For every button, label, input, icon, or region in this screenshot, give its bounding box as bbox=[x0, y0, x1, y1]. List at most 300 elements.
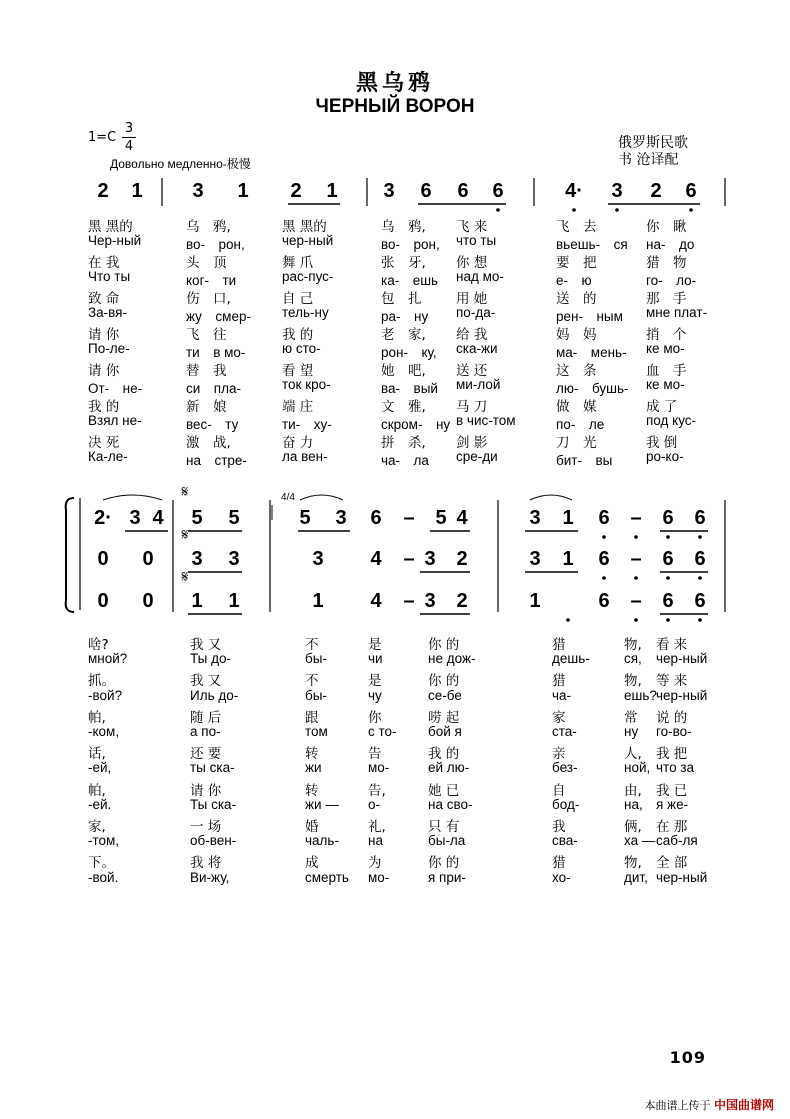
lyric1-line-4-word-1: 伤 口, bbox=[186, 291, 231, 307]
lyric1-line-11-word-1: вес- ту bbox=[186, 417, 239, 432]
lyric1-line-13-word-3: ча- ла bbox=[381, 453, 429, 468]
note-s1-8: 6 bbox=[457, 180, 469, 202]
lyric1-line-3-word-0: Что ты bbox=[88, 269, 131, 284]
lyric2-line-10-word-3: 礼, bbox=[368, 819, 386, 835]
lyric2-line-4-word-2: 跟 bbox=[305, 709, 319, 726]
note-v1-6: 3 bbox=[335, 507, 347, 529]
octave-dot-s2-3 bbox=[698, 535, 702, 539]
lyric1-line-0-word-3: 乌 鸦, bbox=[381, 219, 426, 235]
lyric1-line-9-word-3: ва- вый bbox=[381, 381, 438, 396]
lyric1-line-3-word-2: рас-пус- bbox=[282, 269, 334, 284]
lyric2-line-8-word-4: 她 已 bbox=[428, 782, 460, 799]
lyric1-line-12-word-4: 剑 影 bbox=[456, 435, 488, 451]
lyric2-line-10-word-0: 家, bbox=[88, 819, 106, 835]
lyric1-line-9-word-5: лю- бушь- bbox=[556, 381, 629, 396]
octave-dot-s2-1 bbox=[634, 535, 638, 539]
note-v1-5: 5 bbox=[299, 507, 311, 529]
lyric1-line-13-word-4: сре-ди bbox=[456, 449, 498, 464]
lyric1-line-11-word-3: скром- ну bbox=[381, 417, 451, 432]
note-v2-4: 3 bbox=[312, 548, 324, 570]
footer-text: 本曲谱上传于 bbox=[644, 1099, 711, 1112]
lyric2-line-12-word-2: 成 bbox=[305, 855, 319, 872]
lyric2-line-11-word-7: саб-ля bbox=[656, 833, 698, 849]
lyric2-line-9-word-7: я же- bbox=[656, 796, 689, 812]
lyric1-line-5-word-2: тель-ну bbox=[282, 305, 329, 320]
lyric1-line-9-word-2: ток кро- bbox=[282, 377, 331, 392]
lyric1-line-12-word-3: 拼 杀, bbox=[381, 435, 426, 451]
segno-1: 𝄋 bbox=[181, 482, 189, 501]
lyric1-line-5-word-3: ра- ну bbox=[381, 309, 429, 324]
lyric1-line-4-word-5: 送 的 bbox=[556, 291, 597, 307]
lyric2-line-3-word-0: -вой? bbox=[88, 687, 123, 703]
lyric1-line-3-word-3: ка- ешь bbox=[381, 273, 439, 288]
lyric2-line-13-word-6: дит, bbox=[624, 869, 648, 885]
lyric2-line-8-word-6: 由, bbox=[624, 782, 642, 799]
lyric1-line-7-word-2: ю сто- bbox=[282, 341, 321, 356]
note-v1-13: 6 bbox=[598, 507, 610, 529]
lyric1-line-6-word-3: 老 家, bbox=[381, 327, 426, 343]
lyric1-line-2-word-4: 你 想 bbox=[456, 255, 488, 271]
octave-dot-s2-7 bbox=[698, 576, 702, 580]
lyric2-line-5-word-0: -ком, bbox=[88, 724, 120, 739]
octave-dot-s2-11 bbox=[698, 618, 702, 622]
lyric2-line-0-word-6: 物, bbox=[624, 637, 642, 653]
note-s1-6: 3 bbox=[383, 180, 395, 202]
song-title-chinese: 黑乌鸦 bbox=[355, 71, 434, 96]
footer-brand: 中国曲谱网 bbox=[713, 1098, 774, 1112]
lyric2-line-6-word-0: 话, bbox=[88, 746, 106, 763]
lyric2-line-0-word-7: 看 来 bbox=[656, 637, 688, 653]
lyric1-line-7-word-1: ти в мо- bbox=[186, 345, 246, 360]
lyric1-line-11-word-0: Взял не- bbox=[88, 413, 142, 428]
note-v2-14: 6 bbox=[694, 548, 706, 570]
note-v1-0: 2· bbox=[94, 507, 112, 529]
lyric1-line-11-word-2: ти- ху- bbox=[282, 417, 332, 432]
lyric2-line-1-word-2: бы- bbox=[305, 651, 327, 667]
lyric2-line-12-word-4: 你 的 bbox=[428, 855, 460, 872]
lyric1-line-9-word-4: ми-лой bbox=[456, 377, 501, 392]
lyric2-line-6-word-2: 转 bbox=[305, 746, 319, 763]
lyric1-line-13-word-6: ро-ко- bbox=[646, 449, 684, 464]
slur-1 bbox=[103, 495, 162, 500]
note-v1-2: 4 bbox=[152, 507, 164, 529]
lyric2-line-0-word-1: 我 又 bbox=[190, 637, 222, 653]
lyric2-line-4-word-3: 你 bbox=[368, 709, 382, 726]
slur-2 bbox=[300, 495, 343, 500]
lyric1-line-10-word-0: 我 的 bbox=[88, 399, 120, 415]
note-v2-3: 3 bbox=[228, 548, 240, 570]
lyric1-line-6-word-2: 我 的 bbox=[282, 327, 314, 343]
lyric2-line-8-word-7: 我 已 bbox=[656, 782, 688, 799]
lyric1-line-7-word-6: ке мо- bbox=[646, 341, 685, 356]
lyric2-line-9-word-0: -ей. bbox=[88, 796, 112, 812]
note-v3-2: 1 bbox=[191, 590, 203, 612]
octave-dot-s1-10 bbox=[572, 208, 576, 212]
key-signature: 1=C bbox=[88, 130, 117, 145]
lyric1-line-6-word-6: 捎 个 bbox=[646, 327, 687, 343]
note-v2-1: 0 bbox=[142, 548, 154, 570]
lyric2-line-4-word-1: 随 后 bbox=[190, 709, 222, 726]
lyric2-line-0-word-5: 猎 bbox=[552, 637, 566, 653]
octave-dot-s1-13 bbox=[689, 208, 693, 212]
lyric1-line-1-word-5: вьешь- ся bbox=[556, 237, 628, 252]
lyric1-line-7-word-0: По-ле- bbox=[88, 341, 130, 356]
lyric2-line-11-word-3: на bbox=[368, 833, 383, 849]
lyric2-line-9-word-2: жи — bbox=[305, 796, 339, 812]
lyric2-line-3-word-4: се-бе bbox=[428, 687, 462, 703]
lyric1-line-7-word-3: рон- ку, bbox=[381, 345, 437, 360]
lyric2-line-1-word-4: не дож- bbox=[428, 651, 476, 667]
lyric2-line-12-word-7: 全 部 bbox=[656, 855, 688, 872]
lyric2-line-12-word-1: 我 将 bbox=[190, 855, 222, 872]
lyric2-line-6-word-7: 我 把 bbox=[656, 746, 688, 763]
note-v2-6: – bbox=[403, 548, 415, 570]
note-v1-8: – bbox=[403, 507, 415, 529]
lyric2-line-7-word-4: ей лю- bbox=[428, 760, 470, 776]
lyric1-line-5-word-4: по-да- bbox=[456, 305, 496, 320]
note-v3-0: 0 bbox=[97, 590, 109, 612]
lyric2-line-3-word-7: чер-ный bbox=[656, 687, 708, 703]
lyric2-line-7-word-7: что за bbox=[656, 760, 695, 776]
lyric1-line-10-word-1: 新 娘 bbox=[186, 399, 227, 415]
lyric1-line-8-word-3: 她 吧, bbox=[381, 363, 426, 379]
lyric1-line-4-word-6: 那 手 bbox=[646, 291, 687, 307]
note-v2-8: 2 bbox=[456, 548, 468, 570]
system-brace bbox=[66, 498, 74, 612]
lyric2-line-10-word-5: 我 bbox=[552, 819, 566, 835]
lyric1-line-4-word-2: 自 己 bbox=[282, 291, 314, 307]
lyric1-line-0-word-2: 黑 黑的 bbox=[282, 219, 327, 235]
lyric2-line-10-word-7: 在 那 bbox=[656, 819, 688, 835]
lyric2-line-6-word-3: 告 bbox=[368, 746, 382, 763]
lyric2-line-1-word-1: Ты до- bbox=[190, 651, 231, 667]
segno-3: 𝄋 bbox=[181, 567, 189, 586]
note-s1-10: 4· bbox=[565, 180, 583, 202]
note-v2-5: 4 bbox=[370, 548, 382, 570]
lyric1-line-6-word-1: 飞 往 bbox=[186, 327, 227, 343]
lyric2-line-9-word-1: Ты ска- bbox=[190, 796, 237, 812]
lyric2-line-7-word-3: мо- bbox=[368, 760, 390, 776]
lyric2-line-6-word-5: 亲 bbox=[552, 746, 566, 763]
lyric2-line-3-word-1: Иль до- bbox=[190, 687, 239, 703]
lyric1-line-12-word-5: 刀 光 bbox=[556, 435, 597, 451]
note-v1-16: 6 bbox=[694, 507, 706, 529]
lyric1-line-12-word-1: 激 战, bbox=[186, 435, 231, 451]
note-s1-11: 3 bbox=[611, 180, 623, 202]
note-v3-7: 3 bbox=[424, 590, 436, 612]
lyric2-line-3-word-6: ешь? bbox=[624, 687, 657, 703]
lyric2-line-12-word-0: 下。 bbox=[88, 855, 115, 872]
lyric2-line-0-word-3: 是 bbox=[368, 637, 382, 653]
note-v1-12: 1 bbox=[562, 507, 574, 529]
lyric1-line-8-word-5: 这 条 bbox=[556, 363, 597, 379]
lyric1-line-13-word-0: Ка-ле- bbox=[88, 449, 128, 464]
lyric2-line-11-word-0: -том, bbox=[88, 833, 120, 849]
lyric1-line-8-word-6: 血 手 bbox=[646, 363, 687, 379]
lyric1-line-5-word-5: рен- ным bbox=[556, 309, 623, 324]
note-v2-10: 1 bbox=[562, 548, 574, 570]
note-v3-9: 1 bbox=[529, 590, 541, 612]
lyric2-line-11-word-1: об-вен- bbox=[190, 833, 237, 849]
lyric2-line-5-word-3: с то- bbox=[368, 724, 397, 739]
lyric2-line-4-word-4: 唠 起 bbox=[428, 709, 460, 726]
lyric2-line-13-word-1: Ви-жу, bbox=[190, 869, 230, 885]
lyric1-line-10-word-3: 文 雅, bbox=[381, 399, 426, 415]
note-s1-2: 3 bbox=[192, 180, 204, 202]
lyric2-line-3-word-2: бы- bbox=[305, 687, 327, 703]
lyric1-line-10-word-6: 成 了 bbox=[646, 399, 678, 415]
slur-3 bbox=[530, 495, 572, 500]
lyric2-line-9-word-6: на, bbox=[624, 796, 643, 812]
lyric2-line-12-word-3: 为 bbox=[368, 855, 382, 872]
note-s1-12: 2 bbox=[650, 180, 662, 202]
page-number: 109 bbox=[669, 1048, 706, 1067]
lyric1-line-13-word-1: на стре- bbox=[186, 453, 247, 468]
note-s1-1: 1 bbox=[131, 180, 143, 202]
lyric2-line-13-word-5: хо- bbox=[552, 869, 571, 885]
lyric1-line-0-word-1: 乌 鸦, bbox=[186, 219, 231, 235]
lyric2-line-5-word-1: а по- bbox=[190, 724, 221, 739]
lyric2-line-8-word-5: 自 bbox=[552, 782, 566, 799]
lyric1-line-10-word-4: 马 刀 bbox=[456, 399, 488, 415]
lyric2-line-11-word-6: ха — bbox=[624, 833, 656, 849]
lyric1-line-0-word-4: 飞 来 bbox=[456, 219, 488, 235]
lyric2-line-5-word-7: го-во- bbox=[656, 724, 692, 739]
octave-dot-s2-9 bbox=[634, 618, 638, 622]
lyric2-line-9-word-4: на сво- bbox=[428, 796, 473, 812]
note-v3-13: 6 bbox=[694, 590, 706, 612]
lyric2-line-7-word-2: жи bbox=[305, 760, 322, 776]
lyric1-line-11-word-6: под кус- bbox=[646, 413, 697, 428]
note-v1-7: 6 bbox=[370, 507, 382, 529]
lyric1-line-2-word-6: 猎 物 bbox=[646, 255, 687, 271]
lyric2-line-12-word-6: 物, bbox=[624, 855, 642, 872]
lyric2-line-5-word-4: бой я bbox=[428, 724, 462, 739]
lyric2-line-4-word-6: 常 bbox=[624, 709, 638, 726]
lyric2-line-13-word-0: -вой. bbox=[88, 869, 119, 885]
note-v1-14: – bbox=[630, 507, 642, 529]
octave-dot-s1-11 bbox=[615, 208, 619, 212]
note-v2-11: 6 bbox=[598, 548, 610, 570]
lyric2-line-2-word-2: 不 bbox=[305, 673, 319, 690]
note-v3-6: – bbox=[403, 590, 415, 612]
lyric2-line-11-word-5: сва- bbox=[552, 833, 578, 849]
octave-dot-s2-4 bbox=[602, 576, 606, 580]
lyric2-line-2-word-3: 是 bbox=[368, 673, 382, 690]
lyric1-line-2-word-0: 在 我 bbox=[88, 255, 120, 271]
attribution-origin: 俄罗斯民歌 bbox=[618, 135, 688, 151]
lyric2-line-2-word-6: 物, bbox=[624, 673, 642, 690]
lyric1-line-8-word-1: 替 我 bbox=[186, 363, 227, 379]
lyric2-line-10-word-2: 婚 bbox=[305, 819, 319, 835]
lyric1-line-10-word-5: 做 媒 bbox=[556, 399, 597, 415]
lyric1-line-0-word-5: 飞 去 bbox=[556, 219, 597, 235]
time-signature-top: 3 bbox=[124, 121, 134, 136]
lyric1-line-12-word-6: 我 倒 bbox=[646, 435, 678, 451]
lyric2-line-7-word-6: ной, bbox=[624, 760, 651, 776]
lyric2-line-1-word-3: чи bbox=[368, 651, 383, 667]
lyric1-line-12-word-0: 决 死 bbox=[88, 435, 120, 451]
lyric1-line-1-word-4: что ты bbox=[456, 233, 497, 248]
lyric2-line-8-word-0: 帕, bbox=[88, 782, 106, 799]
note-v2-9: 3 bbox=[529, 548, 541, 570]
lyric2-line-2-word-0: 抓。 bbox=[88, 673, 115, 690]
octave-dot-s2-5 bbox=[634, 576, 638, 580]
note-v3-5: 4 bbox=[370, 590, 382, 612]
octave-dot-s2-10 bbox=[666, 618, 670, 622]
octave-dot-s2-8 bbox=[566, 618, 570, 622]
note-s1-4: 2 bbox=[290, 180, 302, 202]
lyric1-line-11-word-5: по- ле bbox=[556, 417, 605, 432]
lyric2-line-3-word-5: ча- bbox=[552, 687, 572, 703]
lyric2-line-8-word-1: 请 你 bbox=[190, 782, 222, 799]
note-v3-12: 6 bbox=[662, 590, 674, 612]
lyric2-line-10-word-1: 一 场 bbox=[190, 819, 222, 835]
lyric2-line-4-word-0: 帕, bbox=[88, 709, 106, 726]
lyric2-line-6-word-4: 我 的 bbox=[428, 746, 460, 763]
lyric1-line-3-word-4: над мо- bbox=[456, 269, 504, 284]
lyric1-line-6-word-5: 妈 妈 bbox=[556, 327, 597, 343]
lyric2-line-0-word-2: 不 bbox=[305, 637, 319, 653]
note-s1-13: 6 bbox=[685, 180, 697, 202]
lyric2-line-1-word-5: дешь- bbox=[552, 651, 590, 667]
lyric2-line-8-word-2: 转 bbox=[305, 782, 319, 799]
note-v1-10: 4 bbox=[456, 507, 468, 529]
lyric2-line-4-word-7: 说 的 bbox=[656, 709, 688, 726]
time-signature-bottom: 4 bbox=[124, 139, 134, 154]
note-v2-7: 3 bbox=[424, 548, 436, 570]
lyric1-line-0-word-0: 黑 黑的 bbox=[88, 219, 133, 235]
note-v1-4: 5 bbox=[228, 507, 240, 529]
lyric1-line-8-word-2: 看 望 bbox=[282, 363, 314, 379]
note-v3-4: 1 bbox=[312, 590, 324, 612]
lyric1-line-12-word-2: 奋 力 bbox=[282, 435, 314, 451]
lyric2-line-11-word-4: бы-ла bbox=[428, 833, 466, 849]
lyric2-line-10-word-4: 只 有 bbox=[428, 819, 460, 835]
octave-dot-s1-9 bbox=[496, 208, 500, 212]
tempo-marking: Довольно медленно-极慢 bbox=[110, 157, 251, 171]
lyric2-line-5-word-5: ста- bbox=[552, 724, 577, 739]
footer-credit bbox=[644, 1096, 774, 1113]
lyric2-line-10-word-6: 俩, bbox=[624, 819, 642, 835]
lyric2-line-7-word-0: -ей, bbox=[88, 760, 112, 776]
note-s1-3: 1 bbox=[237, 180, 249, 202]
lyric2-line-2-word-1: 我 又 bbox=[190, 673, 222, 690]
note-v2-0: 0 bbox=[97, 548, 109, 570]
lyric2-line-2-word-7: 等 来 bbox=[656, 673, 688, 690]
note-v3-10: 6 bbox=[598, 590, 610, 612]
lyric1-line-1-word-3: во- рон, bbox=[381, 237, 440, 252]
lyric2-line-0-word-4: 你 的 bbox=[428, 637, 460, 653]
lyric2-line-13-word-2: смерть bbox=[305, 869, 349, 885]
note-v3-11: – bbox=[630, 590, 642, 612]
lyric2-line-0-word-0: 啥? bbox=[88, 637, 109, 653]
lyric2-line-7-word-5: без- bbox=[552, 760, 578, 776]
lyric1-line-3-word-5: е- ю bbox=[556, 273, 592, 288]
lyric2-line-6-word-1: 还 要 bbox=[190, 746, 222, 763]
lyric1-line-5-word-1: жу смер- bbox=[186, 309, 251, 324]
lyric2-line-1-word-7: чер-ный bbox=[656, 651, 708, 667]
lyric1-line-11-word-4: в чис-том bbox=[456, 413, 516, 428]
lyric1-line-7-word-5: ма- мень- bbox=[556, 345, 627, 360]
note-s1-5: 1 bbox=[326, 180, 338, 202]
lyric1-line-9-word-0: От- не- bbox=[88, 381, 143, 396]
lyric1-line-1-word-0: Чер-ный bbox=[88, 233, 142, 248]
lyric2-line-6-word-6: 人, bbox=[624, 746, 642, 763]
lyric1-line-9-word-1: си пла- bbox=[186, 381, 241, 396]
lyric1-line-4-word-4: 用 她 bbox=[456, 291, 488, 307]
note-s1-7: 6 bbox=[420, 180, 432, 202]
note-v1-15: 6 bbox=[662, 507, 674, 529]
lyric1-line-13-word-5: бит- вы bbox=[556, 453, 613, 468]
note-v3-3: 1 bbox=[228, 590, 240, 612]
time-change-label: 4/4 bbox=[281, 492, 295, 503]
lyric1-line-8-word-4: 送 还 bbox=[456, 363, 488, 379]
lyric1-line-3-word-6: го- ло- bbox=[646, 273, 697, 288]
octave-dot-s2-2 bbox=[666, 535, 670, 539]
segno-2: 𝄋 bbox=[181, 525, 189, 544]
lyric1-line-5-word-0: За-вя- bbox=[88, 305, 127, 320]
note-v3-8: 2 bbox=[456, 590, 468, 612]
lyric1-line-1-word-1: во- рон, bbox=[186, 237, 245, 252]
note-s1-9: 6 bbox=[492, 180, 504, 202]
lyric1-line-2-word-5: 要 把 bbox=[556, 255, 597, 271]
lyric1-line-6-word-4: 给 我 bbox=[456, 327, 488, 343]
lyric2-line-12-word-5: 猎 bbox=[552, 855, 566, 872]
lyric1-line-6-word-0: 请 你 bbox=[88, 327, 120, 343]
lyric2-line-11-word-2: чаль- bbox=[305, 833, 339, 849]
lyric2-line-1-word-6: ся, bbox=[624, 651, 642, 667]
lyric2-line-2-word-5: 猎 bbox=[552, 673, 566, 690]
lyric2-line-13-word-7: чер-ный bbox=[656, 869, 708, 885]
lyric2-line-9-word-5: бод- bbox=[552, 796, 580, 812]
lyric1-line-1-word-2: чер-ный bbox=[282, 233, 334, 248]
lyric2-line-2-word-4: 你 的 bbox=[428, 673, 460, 690]
lyric1-line-3-word-1: ког- ти bbox=[186, 273, 237, 288]
note-v1-3: 5 bbox=[191, 507, 203, 529]
note-v1-11: 3 bbox=[529, 507, 541, 529]
lyric1-line-2-word-1: 头 顶 bbox=[186, 255, 227, 271]
lyric2-line-8-word-3: 告, bbox=[368, 782, 386, 799]
lyric2-line-5-word-2: том bbox=[305, 724, 328, 739]
lyric1-line-10-word-2: 端 庄 bbox=[282, 399, 314, 415]
lyric1-line-2-word-3: 张 牙, bbox=[381, 255, 426, 271]
lyric1-line-2-word-2: 舞 爪 bbox=[282, 255, 314, 271]
lyric2-line-5-word-6: ну bbox=[624, 724, 639, 739]
lyric1-line-5-word-6: мне плат- bbox=[646, 305, 708, 320]
octave-dot-s2-0 bbox=[602, 535, 606, 539]
note-v2-13: 6 bbox=[662, 548, 674, 570]
note-v1-9: 5 bbox=[435, 507, 447, 529]
lyric1-line-8-word-0: 请 你 bbox=[88, 363, 120, 379]
note-v3-1: 0 bbox=[142, 590, 154, 612]
lyric1-line-4-word-0: 致 命 bbox=[88, 291, 120, 307]
lyric2-line-13-word-4: я при- bbox=[428, 869, 466, 885]
lyric1-line-7-word-4: ска-жи bbox=[456, 341, 498, 356]
lyric2-line-13-word-3: мо- bbox=[368, 869, 390, 885]
octave-dot-s2-6 bbox=[666, 576, 670, 580]
lyric1-line-13-word-2: ла вен- bbox=[282, 449, 328, 464]
lyric1-line-0-word-6: 你 瞅 bbox=[646, 219, 687, 235]
lyric1-line-1-word-6: на- до bbox=[646, 237, 695, 252]
note-v2-2: 3 bbox=[191, 548, 203, 570]
lyric2-line-3-word-3: чу bbox=[368, 687, 382, 703]
note-v1-1: 3 bbox=[129, 507, 141, 529]
lyric1-line-4-word-3: 包 扎 bbox=[381, 291, 422, 307]
lyric2-line-4-word-5: 家 bbox=[552, 709, 566, 726]
lyric2-line-1-word-0: мной? bbox=[88, 651, 128, 667]
lyric1-line-9-word-6: ке мо- bbox=[646, 377, 685, 392]
